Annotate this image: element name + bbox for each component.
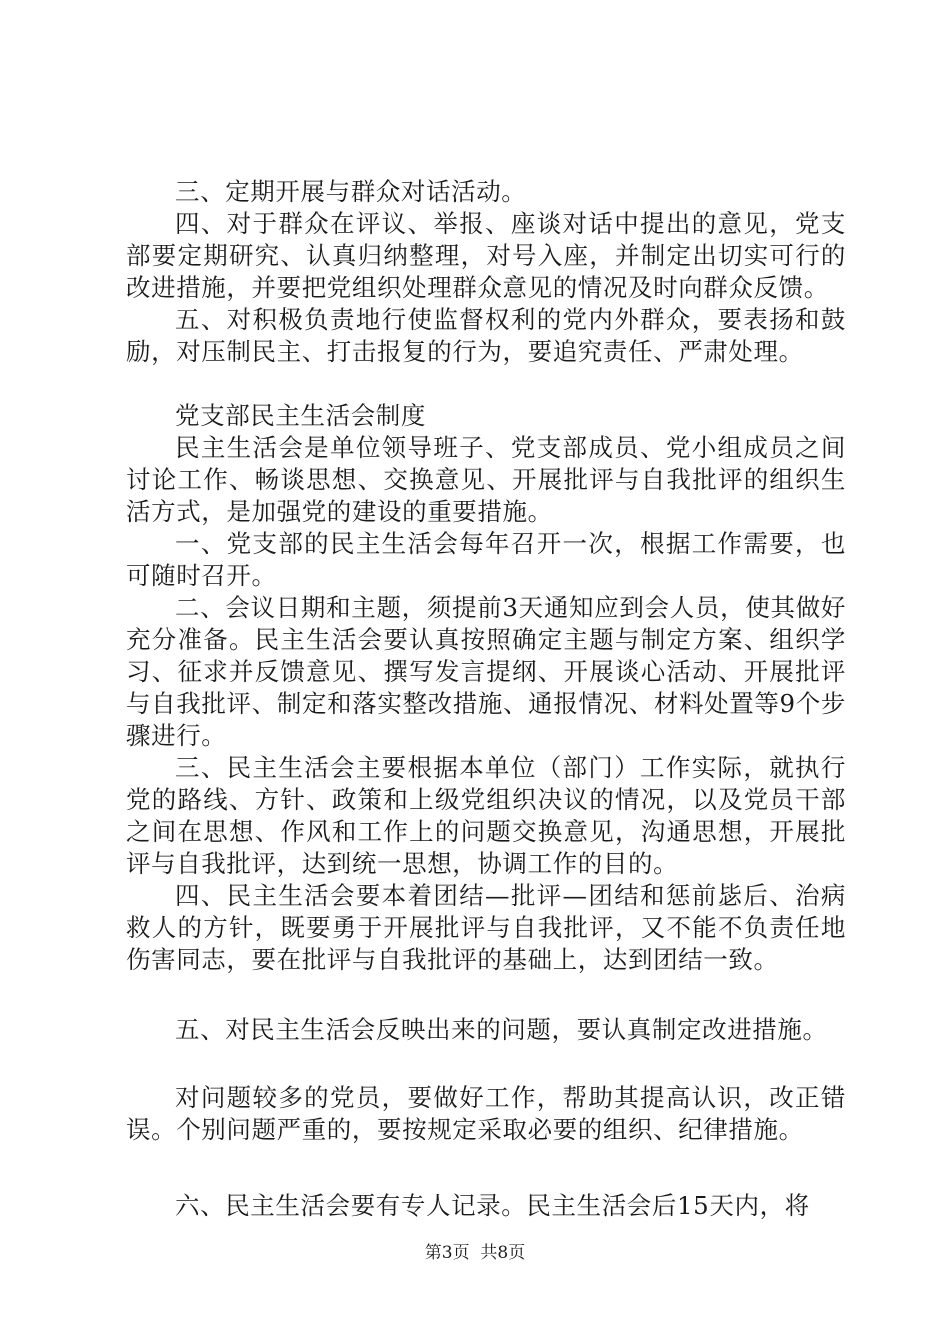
page-footer bbox=[0, 1241, 950, 1265]
section-title-democratic-life-meeting: 党支部民主生活会制度 bbox=[175, 401, 426, 430]
paragraph-dialogue-activity: 三、定期开展与群众对话活动。 bbox=[175, 177, 527, 206]
paragraph-rule-three: 三、民主生活会主要根据本单位（部门）工作实际，就执行党的路线、方针、政策和上级党组织决议的情况，以及党员干部之间在思想、作风和工作上的问题交换意见，沟通思想，开展批评与自我批评，达到统一思想，协调工作的目的。 bbox=[126, 753, 846, 878]
paragraph-supervision-rights: 五、对积极负责地行使监督权利的党内外群众，要表扬和鼓励，对压制民主、打击报复的行为，要追究责任、严肃处理。 bbox=[126, 305, 846, 366]
paragraph-problem-members: 对问题较多的党员，要做好工作，帮助其提高认识，改正错误。个别问题严重的，要按规定采取必要的组织、纪律措施。 bbox=[126, 1083, 846, 1144]
paragraph-mass-opinions: 四、对于群众在评议、举报、座谈对话中提出的意见，党支部要定期研究、认真归纳整理，对号入座，并制定出切实可行的改进措施，并要把党组织处理群众意见的情况及时向群众反馈。 bbox=[126, 209, 846, 302]
document-body bbox=[126, 176, 846, 1222]
paragraph-rule-two: 二、会议日期和主题，须提前3天通知应到会人员，使其做好充分准备。民主生活会要认真按照确定主题与制定方案、组织学习、征求并反馈意见、撰写发言提纲、开展谈心活动、开展批评与自我批评、制定和落实整改措施、通报情况、材料处置等9个步骤进行。 bbox=[126, 593, 846, 750]
paragraph-meeting-definition: 民主生活会是单位领导班子、党支部成员、党小组成员之间讨论工作、畅谈思想、交换意见、开展批评与自我批评的组织生活方式，是加强党的建设的重要措施。 bbox=[126, 433, 846, 526]
paragraph-rule-five: 五、对民主生活会反映出来的问题，要认真制定改进措施。 bbox=[175, 1015, 828, 1044]
paragraph-rule-six: 六、民主生活会要有专人记录。民主生活会后15天内，将 bbox=[175, 1191, 810, 1220]
paragraph-rule-one: 一、党支部的民主生活会每年召开一次，根据工作需要，也可随时召开。 bbox=[126, 529, 846, 590]
page-number-label: 第3页 共8页 bbox=[424, 1243, 526, 1263]
paragraph-rule-four: 四、民主生活会要本着团结—批评—团结和惩前毖后、治病救人的方针，既要勇于开展批评与自我批评，又不能不负责任地伤害同志，要在批评与自我批评的基础上，达到团结一致。 bbox=[126, 881, 846, 974]
